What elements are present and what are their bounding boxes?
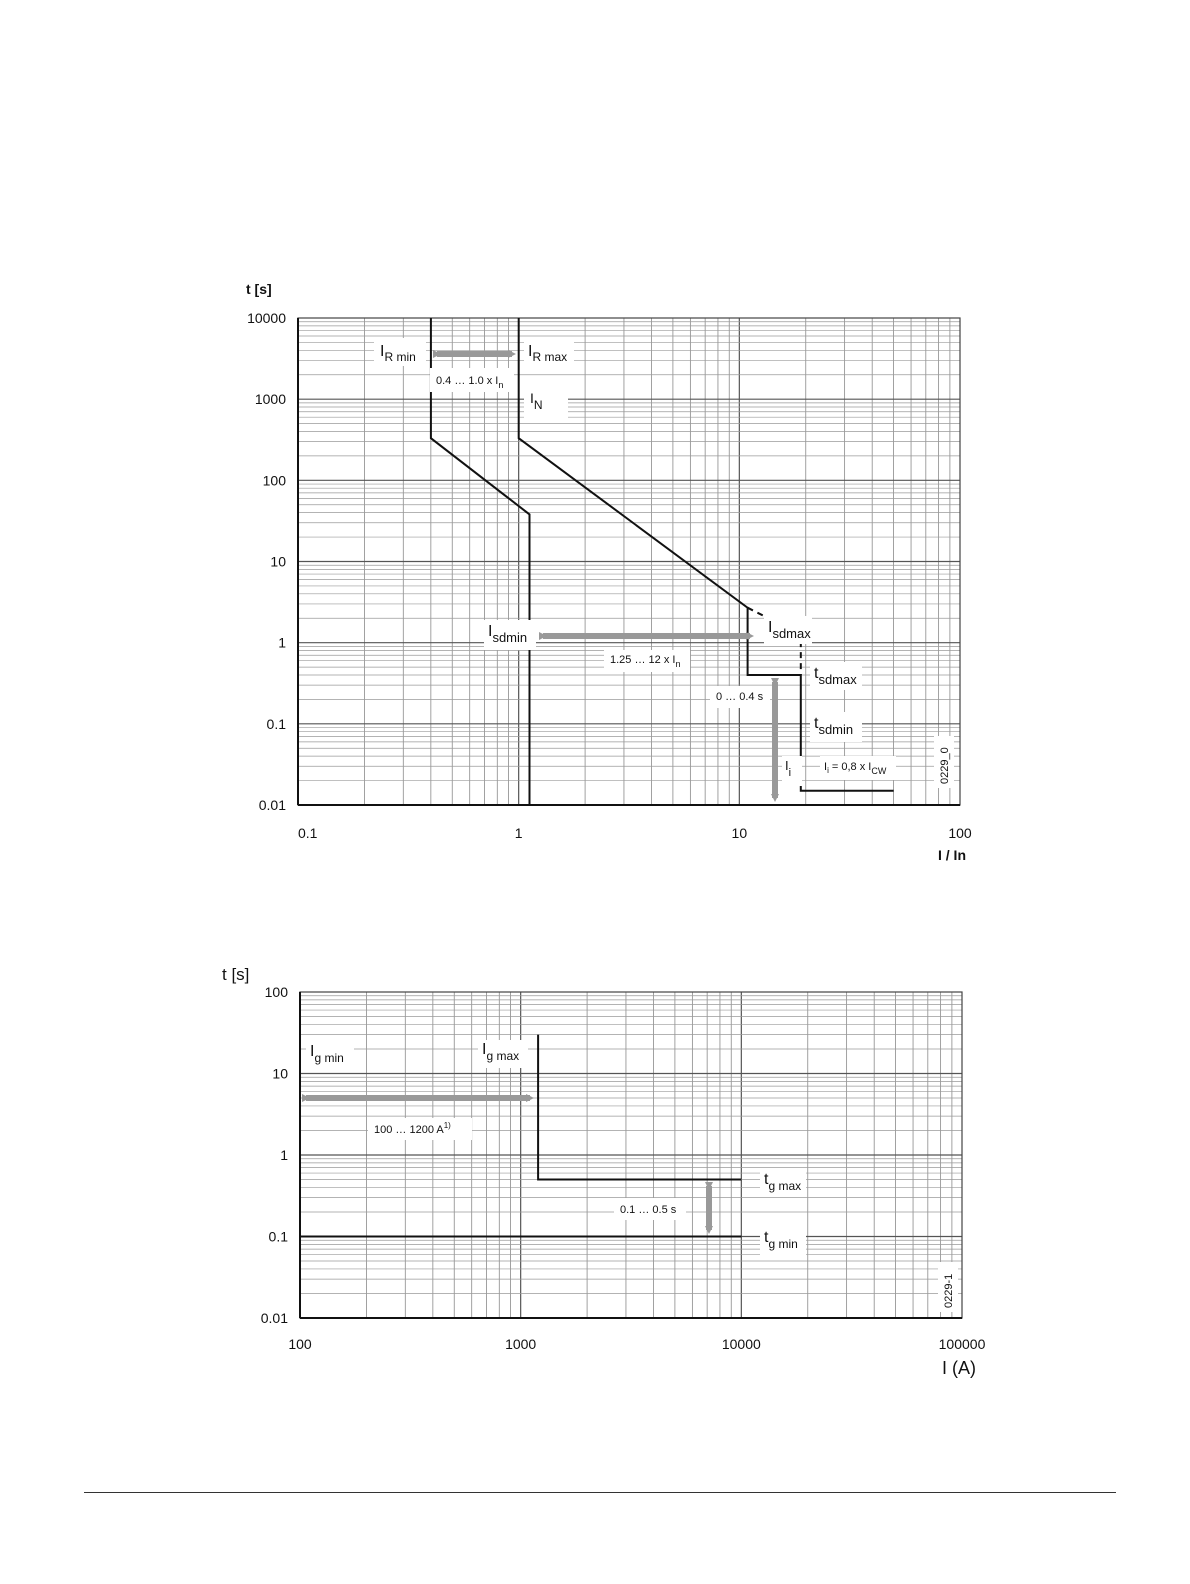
x-tick-label: 10000 [721,1336,761,1352]
y-tick-label: 0.01 [260,1310,288,1326]
ii-label: $I_i$ [785,758,792,779]
y-tick-label: 100 [262,472,286,489]
ig-min-label: $I_{g min}$ [310,1043,344,1065]
y-tick-label: 10000 [247,310,286,326]
x-tick-label: 10 [731,825,748,841]
in-label: IN [530,390,543,412]
y-axis-title: t [s] [246,281,272,297]
isd-min-label: $I_{sdmin}$ [488,623,528,645]
ir-range-text: 0.4 … 1.0 x $I_n$ [436,375,504,390]
y-tick-label: 0.1 [268,1228,288,1245]
y-tick-label: 0.1 [266,715,286,732]
tg-range-text: 0.1 … 0.5 s [620,1204,677,1216]
x-tick-label: 0.1 [298,825,318,841]
x-tick-label: 1 [514,825,523,841]
ir-min-label: $I_{R min}$ [380,343,416,364]
figure-code-2: 0229-1 [943,1273,955,1308]
x-tick-label: 100000 [938,1336,986,1352]
tg-max-label: $t_{g max}$ [764,1171,802,1193]
x-tick-label: 100 [948,825,972,841]
ii-formula: $I_i = 0,8$ x $I_{CW}$ [824,761,887,776]
figure-code: 0229_0 [939,747,951,784]
y-tick-label: 10 [270,553,286,570]
y-axis-title-2: t [s] [222,965,250,984]
y-tick-label: 1 [278,634,286,651]
ground-fault-chart [222,965,986,1378]
ig-max-label: $I_{g max}$ [482,1041,520,1063]
isd-max-label: $I_{sdmax}$ [768,619,811,641]
chart2-ticks [261,984,986,1352]
tsd-range-text: 0 … 0.4 s [716,691,764,703]
footer-rule [84,1492,1116,1493]
y-tick-label: 100 [264,984,288,1000]
ig-range-text: 100 … 1200 $A^{1)}$ [374,1121,451,1136]
y-tick-label: 0.01 [258,797,286,813]
chart2-annotations [306,1040,958,1312]
y-tick-label: 1000 [254,391,286,408]
x-axis-title: I / In [938,847,966,863]
x-tick-label: 1000 [505,1336,537,1352]
y-tick-label: 10 [272,1065,288,1082]
ir-max-label: $I_{R max}$ [528,343,568,364]
trip-curve [538,1035,741,1180]
tg-min-label: $t_{g min}$ [764,1229,798,1251]
isd-range-text: 1.25 … 12 x $I_n$ [610,654,681,669]
x-axis-title-2: I (A) [942,1358,976,1378]
trip-characteristic-chart [246,281,972,863]
chart2-grid [300,992,962,1318]
tsd-min-label: $t_{sdmin}$ [814,715,854,737]
y-tick-label: 1 [280,1147,288,1163]
tsd-max-label: $t_{sdmax}$ [814,665,857,687]
x-tick-label: 100 [288,1336,312,1352]
